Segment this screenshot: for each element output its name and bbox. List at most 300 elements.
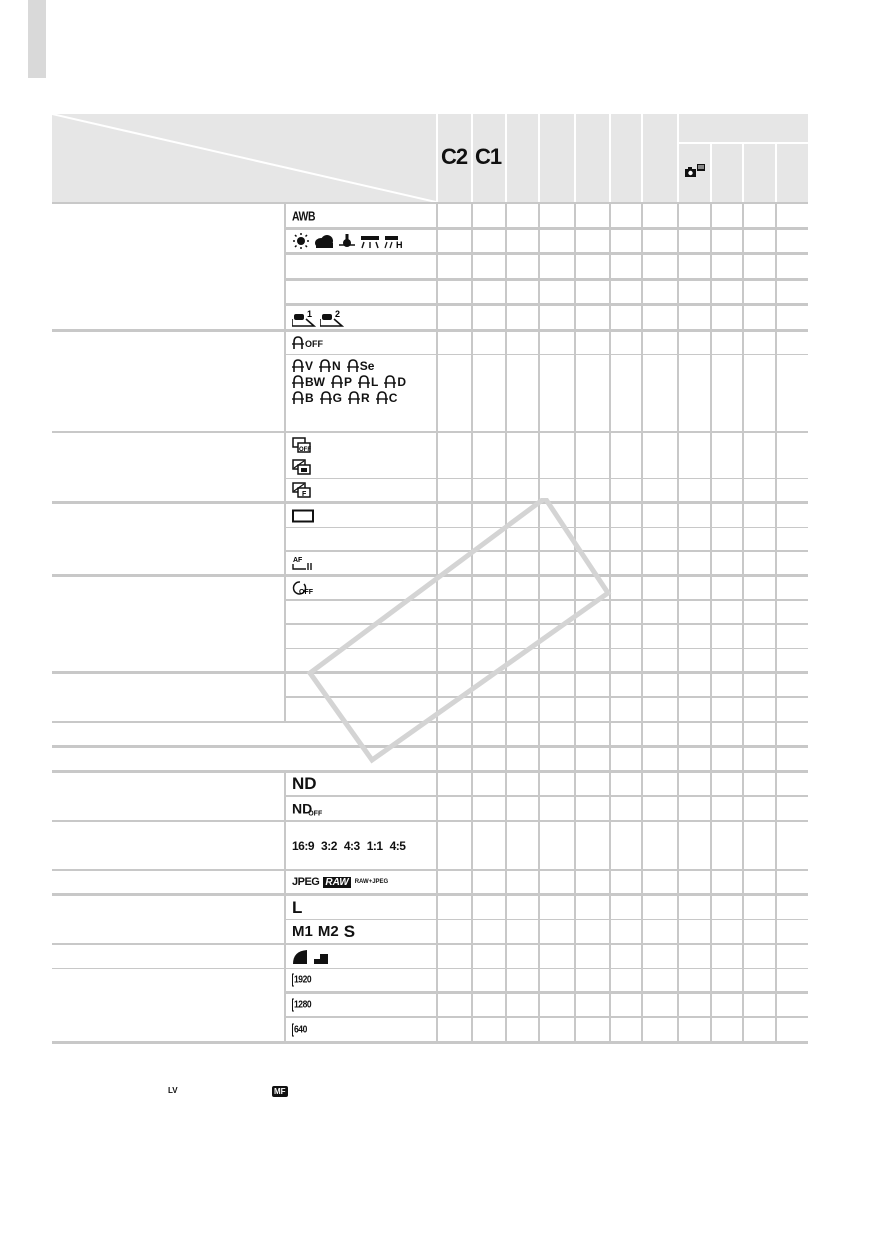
availability-cell (507, 625, 538, 648)
section-label-cell (52, 577, 284, 671)
availability-cell (611, 479, 641, 501)
availability-cell (744, 332, 775, 354)
wb-custom-row (286, 306, 436, 329)
availability-cell (777, 797, 808, 820)
availability-cell (507, 433, 538, 456)
availability-cell (611, 625, 641, 648)
availability-cell (712, 871, 742, 893)
availability-cell (744, 649, 775, 671)
raw-jpeg-label: RAW+JPEG (354, 878, 389, 885)
quality-fine-normal-icon (292, 949, 332, 965)
availability-cell (473, 625, 505, 648)
availability-cell (679, 649, 710, 671)
svg-text:1: 1 (307, 308, 313, 319)
camera-icon (685, 164, 705, 181)
availability-cell (679, 332, 710, 354)
availability-cell (540, 332, 574, 354)
movie-size-label: 640 (294, 1024, 307, 1035)
aspect-ratio-label: 4:3 (343, 838, 360, 853)
availability-cell (679, 281, 710, 303)
availability-cell (679, 528, 710, 550)
availability-cell (540, 896, 574, 919)
availability-cell (438, 306, 471, 329)
availability-cell (540, 504, 574, 527)
option-icon-cell (286, 528, 436, 550)
availability-cell (576, 281, 609, 303)
availability-cell (438, 969, 471, 991)
availability-cell (611, 230, 641, 252)
availability-cell (540, 204, 574, 227)
availability-cell (473, 797, 505, 820)
section-label-cell (52, 674, 284, 721)
availability-cell (540, 797, 574, 820)
availability-cell (473, 528, 505, 550)
header-subcol-camera (679, 144, 710, 202)
availability-cell (643, 822, 677, 869)
availability-cell (777, 969, 808, 991)
availability-cell (744, 255, 775, 278)
availability-cell (507, 945, 538, 968)
availability-cell (473, 455, 505, 478)
my-colors-options-icon: V N Se BW P L D B G R C (292, 359, 406, 405)
availability-cell (507, 1018, 538, 1041)
availability-cell (679, 1018, 710, 1041)
availability-cell (540, 601, 574, 623)
header-subcol-2 (712, 144, 742, 202)
availability-cell (540, 674, 574, 696)
availability-cell (576, 674, 609, 696)
availability-cell (744, 355, 775, 431)
size-s-label: S (343, 921, 356, 941)
aspect-ratio-label: 3:2 (321, 838, 337, 853)
availability-cell (473, 649, 505, 671)
availability-cell (576, 822, 609, 869)
option-icon-cell (286, 601, 436, 623)
svg-text:AF: AF (293, 557, 303, 564)
availability-cell (438, 920, 471, 943)
availability-cell (744, 528, 775, 550)
continuous-af-icon (292, 555, 314, 571)
availability-cell (611, 822, 641, 869)
availability-cell (438, 455, 471, 478)
availability-cell (643, 230, 677, 252)
availability-cell (744, 601, 775, 623)
availability-cell (473, 723, 505, 745)
availability-cell (712, 455, 742, 478)
availability-cell (777, 528, 808, 550)
availability-cell (777, 896, 808, 919)
availability-cell (507, 355, 538, 431)
availability-cell (473, 773, 505, 795)
availability-cell (679, 625, 710, 648)
availability-cell (438, 698, 471, 721)
availability-cell (576, 920, 609, 943)
availability-cell (777, 625, 808, 648)
availability-cell (712, 920, 742, 943)
drive-af-row (286, 552, 436, 574)
availability-cell (611, 281, 641, 303)
availability-cell (643, 871, 677, 893)
footnote-mf-icon (272, 1086, 288, 1097)
availability-cell (576, 969, 609, 991)
availability-cell (712, 601, 742, 623)
bracket-aeb-row (286, 455, 436, 478)
availability-cell (643, 479, 677, 501)
availability-cell (507, 969, 538, 991)
header-col-6 (611, 114, 641, 202)
availability-cell (611, 204, 641, 227)
availability-cell (643, 773, 677, 795)
availability-cell (540, 528, 574, 550)
section-label-cell (52, 871, 284, 893)
availability-cell (777, 504, 808, 527)
availability-cell (473, 896, 505, 919)
availability-cell (777, 994, 808, 1016)
availability-cell (712, 355, 742, 431)
availability-cell (507, 306, 538, 329)
availability-cell (540, 822, 574, 869)
availability-cell (744, 698, 775, 721)
availability-cell (611, 994, 641, 1016)
header-col-5 (576, 114, 609, 202)
availability-cell (679, 773, 710, 795)
availability-cell (712, 332, 742, 354)
bracket-focus-row (286, 479, 436, 501)
availability-cell (576, 994, 609, 1016)
availability-cell (679, 994, 710, 1016)
availability-cell (540, 625, 574, 648)
section-label-cell (52, 896, 284, 943)
availability-cell (777, 332, 808, 354)
header-group-scene (679, 114, 808, 142)
availability-cell (679, 969, 710, 991)
availability-cell (507, 332, 538, 354)
availability-cell (576, 649, 609, 671)
availability-cell (744, 723, 775, 745)
wb-presets-row (286, 230, 436, 252)
availability-cell (777, 674, 808, 696)
mode-c1-label: C1 (475, 144, 502, 169)
availability-cell (744, 994, 775, 1016)
availability-cell (679, 479, 710, 501)
availability-cell (777, 433, 808, 456)
continuous-lv-icon: LV (168, 1086, 178, 1095)
availability-cell (576, 230, 609, 252)
availability-cell (744, 577, 775, 599)
section-label-cell (52, 945, 284, 968)
availability-cell (712, 773, 742, 795)
header-col-c2 (438, 114, 471, 202)
availability-cell (712, 479, 742, 501)
availability-cell (438, 773, 471, 795)
availability-cell (643, 896, 677, 919)
awb-label: AWB (292, 208, 316, 223)
availability-cell (744, 822, 775, 869)
availability-cell (643, 504, 677, 527)
availability-cell (611, 649, 641, 671)
jpeg-label: JPEG (292, 876, 320, 888)
availability-cell (712, 969, 742, 991)
availability-cell (540, 306, 574, 329)
availability-cell (744, 1018, 775, 1041)
availability-cell (576, 433, 609, 456)
movie-640-row (286, 1018, 436, 1041)
nd-off-row (286, 797, 436, 820)
availability-cell (643, 1018, 677, 1041)
availability-cell (473, 552, 505, 574)
section-label-cell (52, 504, 284, 574)
availability-cell (507, 723, 538, 745)
availability-cell (438, 332, 471, 354)
availability-cell (576, 1018, 609, 1041)
availability-cell (611, 332, 641, 354)
availability-cell (576, 601, 609, 623)
availability-cell (540, 871, 574, 893)
availability-cell (643, 255, 677, 278)
availability-cell (643, 698, 677, 721)
availability-cell (744, 479, 775, 501)
availability-cell (679, 920, 710, 943)
availability-cell (643, 994, 677, 1016)
availability-cell (473, 433, 505, 456)
availability-cell (643, 552, 677, 574)
option-icon-cell (286, 674, 436, 696)
availability-cell (576, 504, 609, 527)
section-label-cell (52, 332, 284, 431)
movie-1920-row (286, 969, 436, 991)
availability-cell (540, 945, 574, 968)
availability-cell (576, 552, 609, 574)
availability-cell (473, 674, 505, 696)
availability-cell (643, 945, 677, 968)
availability-cell (679, 797, 710, 820)
availability-cell (507, 896, 538, 919)
availability-cell (438, 552, 471, 574)
availability-cell (540, 577, 574, 599)
header-diagonal (52, 114, 436, 202)
availability-cell (438, 1018, 471, 1041)
availability-cell (576, 204, 609, 227)
availability-cell (438, 355, 471, 431)
availability-cell (679, 698, 710, 721)
availability-cell (679, 577, 710, 599)
option-icon-cell (286, 255, 436, 278)
availability-cell (507, 552, 538, 574)
availability-cell (611, 969, 641, 991)
availability-cell (777, 649, 808, 671)
availability-cell (540, 355, 574, 431)
availability-cell (744, 204, 775, 227)
availability-cell (576, 871, 609, 893)
white-balance-presets-icon (292, 233, 406, 249)
availability-cell (507, 822, 538, 869)
availability-cell (679, 896, 710, 919)
availability-cell (643, 920, 677, 943)
svg-text:2: 2 (335, 308, 341, 319)
svg-text:H: H (396, 240, 403, 249)
availability-cell (576, 306, 609, 329)
size-l-row (286, 896, 436, 919)
availability-cell (777, 920, 808, 943)
section-label-cell (52, 822, 284, 869)
availability-cell (744, 945, 775, 968)
availability-cell (679, 871, 710, 893)
availability-cell (438, 504, 471, 527)
availability-cell (679, 504, 710, 527)
availability-cell (611, 945, 641, 968)
availability-cell (576, 355, 609, 431)
availability-cell (473, 281, 505, 303)
nd-off-label: ND (292, 800, 313, 817)
availability-cell (777, 945, 808, 968)
availability-cell (473, 504, 505, 527)
availability-cell (643, 723, 677, 745)
availability-cell (540, 773, 574, 795)
bracketing-off-icon (292, 437, 312, 453)
availability-cell (507, 748, 538, 770)
option-icon-cell (286, 281, 436, 303)
availability-cell (540, 1018, 574, 1041)
header-col-4 (540, 114, 574, 202)
availability-cell (540, 455, 574, 478)
availability-cell (611, 306, 641, 329)
availability-cell (611, 698, 641, 721)
section-label-cell (52, 969, 284, 1041)
self-timer-off-icon (292, 580, 314, 596)
availability-cell (643, 433, 677, 456)
availability-cell (473, 1018, 505, 1041)
custom-white-balance-icon (292, 309, 344, 327)
svg-text:F: F (302, 491, 307, 498)
availability-cell (777, 479, 808, 501)
availability-cell (540, 723, 574, 745)
availability-cell (438, 649, 471, 671)
availability-cell (576, 625, 609, 648)
availability-cell (576, 896, 609, 919)
option-icon-cell (286, 625, 436, 648)
availability-cell (611, 723, 641, 745)
availability-cell (540, 479, 574, 501)
availability-cell (777, 1018, 808, 1041)
availability-cell (679, 822, 710, 869)
availability-cell (540, 230, 574, 252)
availability-cell (576, 528, 609, 550)
availability-cell (473, 920, 505, 943)
format-row (286, 871, 436, 893)
availability-cell (438, 479, 471, 501)
availability-cell (540, 994, 574, 1016)
availability-cell (744, 748, 775, 770)
availability-cell (744, 896, 775, 919)
availability-cell (438, 204, 471, 227)
availability-cell (438, 625, 471, 648)
availability-cell (777, 355, 808, 431)
availability-cell (777, 204, 808, 227)
availability-cell (438, 281, 471, 303)
aspect-ratio-label: 4:5 (389, 838, 406, 853)
availability-cell (777, 601, 808, 623)
nd-filter-off-icon: ND OFF (292, 800, 323, 817)
size-m1-label: M1 (292, 923, 313, 940)
movie-1920-icon (292, 974, 314, 987)
availability-cell (540, 920, 574, 943)
availability-cell (679, 255, 710, 278)
availability-cell (473, 479, 505, 501)
availability-cell (473, 871, 505, 893)
availability-cell (643, 625, 677, 648)
svg-text:OFF: OFF (299, 446, 311, 453)
aspect-ratio-label: 16:9 (292, 838, 315, 853)
nd-on-row (286, 773, 436, 795)
availability-cell (777, 281, 808, 303)
availability-cell (744, 871, 775, 893)
availability-cell (643, 601, 677, 623)
availability-cell (643, 649, 677, 671)
availability-cell (576, 332, 609, 354)
availability-cell (744, 773, 775, 795)
size-l-label: L (292, 897, 303, 917)
availability-cell (611, 433, 641, 456)
availability-cell (679, 230, 710, 252)
availability-cell (473, 601, 505, 623)
availability-cell (611, 528, 641, 550)
availability-cell (473, 204, 505, 227)
availability-cell (744, 230, 775, 252)
my-colors-off-icon: OFF (292, 336, 323, 350)
availability-cell (744, 920, 775, 943)
single-shot-icon (292, 509, 314, 522)
availability-cell (679, 204, 710, 227)
availability-cell (611, 552, 641, 574)
bracket-off-row (286, 433, 436, 456)
availability-cell (438, 871, 471, 893)
availability-cell (611, 674, 641, 696)
focus-bracket-icon (292, 482, 312, 498)
availability-cell (777, 552, 808, 574)
availability-cell (712, 204, 742, 227)
header-col-3 (507, 114, 538, 202)
availability-cell (507, 649, 538, 671)
availability-cell (777, 577, 808, 599)
availability-cell (712, 698, 742, 721)
availability-cell (611, 896, 641, 919)
availability-cell (744, 797, 775, 820)
availability-cell (507, 698, 538, 721)
availability-cell (473, 355, 505, 431)
availability-cell (744, 281, 775, 303)
availability-cell (540, 969, 574, 991)
availability-cell (473, 230, 505, 252)
timer-off-row (286, 577, 436, 599)
availability-cell (473, 748, 505, 770)
availability-cell (540, 748, 574, 770)
availability-cell (777, 255, 808, 278)
availability-cell (611, 797, 641, 820)
availability-cell (744, 552, 775, 574)
availability-cell (438, 674, 471, 696)
availability-cell (507, 528, 538, 550)
availability-cell (473, 698, 505, 721)
availability-cell (712, 230, 742, 252)
availability-cell (576, 945, 609, 968)
availability-cell (473, 969, 505, 991)
availability-cell (744, 433, 775, 456)
availability-cell (576, 455, 609, 478)
availability-cell (712, 994, 742, 1016)
availability-cell (473, 994, 505, 1016)
availability-cell (777, 723, 808, 745)
availability-cell (777, 748, 808, 770)
